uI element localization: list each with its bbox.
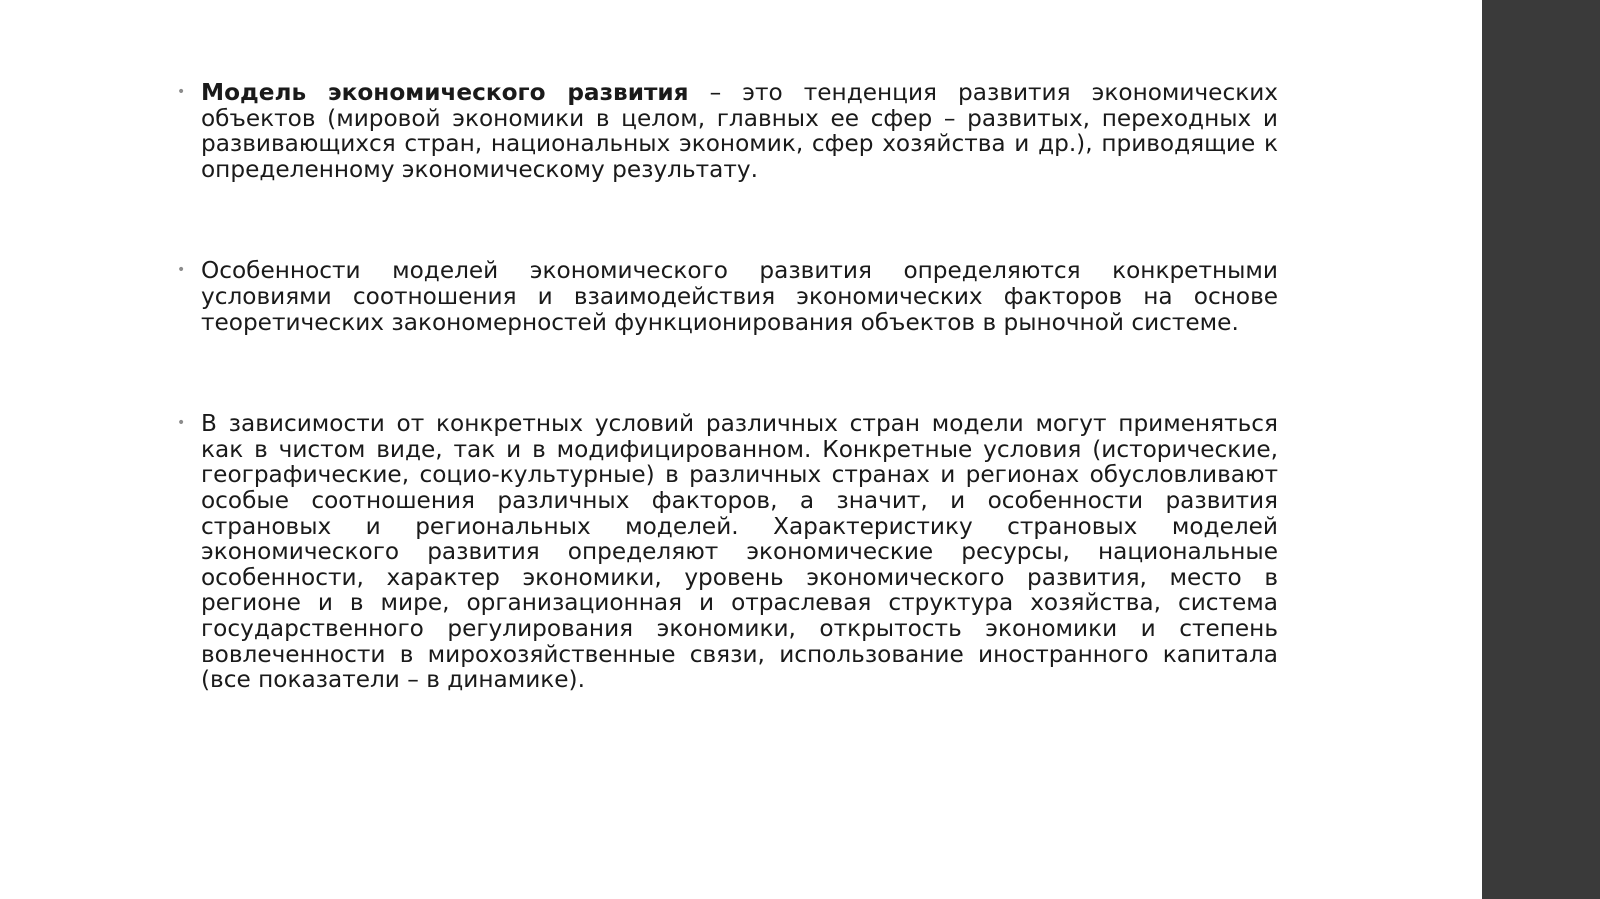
bullet-text: Особенности моделей экономического развития определяются конкретными условиями соотношения и взаимодействия экономических факторов на основе теоретических закономерностей функционирования объектов в рыночной системе. — [201, 257, 1278, 336]
bullet-item-conditions — [177, 410, 1278, 694]
bullet-text: В зависимости от конкретных условий различных стран модели могут применяться как в чистом виде, так и в модифицированном. Конкретные условия (исторические, географические, социо-культурные) в различных странах и регионах обусловливают особые соотношения различных факторов, а значит, и особенности развития страновых и региональных моделей. Характеристику страновых моделей экономического развития определяют экономические ресурсы, национальные особенности, характер экономики, уровень экономического развития, место в регионе и в мире, организационная и отраслевая структура хозяйства, система государственного регулирования экономики, открытость экономики и степень вовлеченности в мирохозяйственные связи, использование иностранного капитала (все показатели – в динамике). — [201, 410, 1278, 694]
bold-term: Модель экономического развития — [201, 79, 689, 106]
bullet-text: – это тенденция развития экономических объектов (мировой экономики в целом, главных ее сфер – развитых, переходных и развивающихся стран, национальных экономик, сфер хозяйства и др.), приводящие к определенному экономическому результату. — [201, 79, 1278, 183]
side-bar — [1482, 0, 1600, 899]
bullet-dot-icon: • — [177, 262, 186, 279]
bullet-dot-icon: • — [177, 84, 186, 100]
bullet-item-features — [177, 257, 1278, 336]
bullet-dot-icon: • — [177, 415, 186, 432]
bullet-item-definition — [177, 79, 1278, 183]
bullet-list — [177, 79, 1278, 769]
